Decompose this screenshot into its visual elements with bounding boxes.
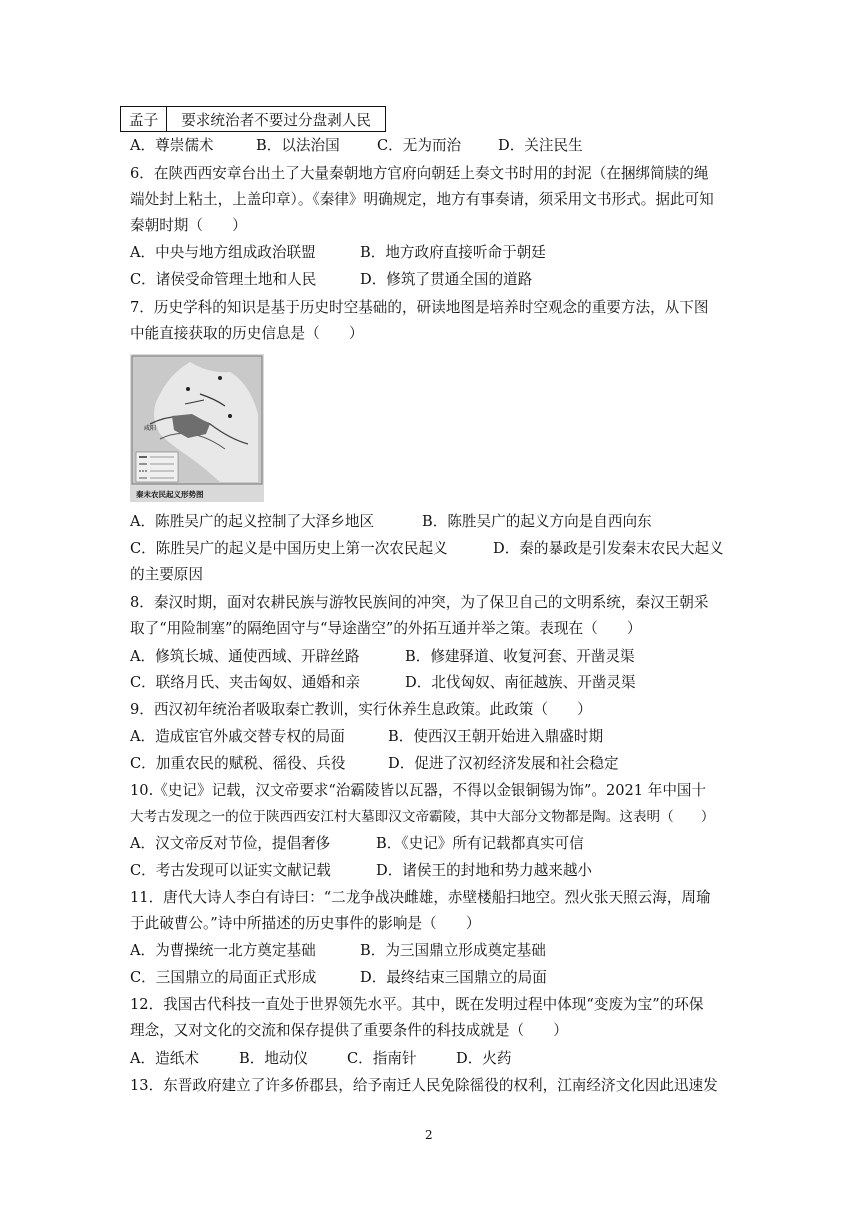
q5-option-a: A．尊崇儒术 <box>130 137 214 154</box>
q10-option-d: D．诸侯王的封地和势力越来越小 <box>376 862 593 879</box>
q9-option-c: C．加重农民的赋税、徭役、兵役 <box>130 755 346 772</box>
q12-stem-line1: 12．我国古代科技一直处于世界领先水平。其中，既在发明过程中体现“变废为宝”的环保 <box>130 996 704 1013</box>
page-number: 2 <box>425 1128 433 1142</box>
q10-stem-line2: 大考古发现之一的位于陕西西安江村大墓即汉文帝霸陵，其中大部分文物都是陶。这表明（ ） <box>130 809 715 825</box>
table-cell-name: 孟子 <box>121 107 167 132</box>
table-cell-content: 要求统治者不要过分盘剥人民 <box>167 107 386 132</box>
q11-option-c: C．三国鼎立的局面正式形成 <box>130 969 317 986</box>
q7-stem-line2: 中能直接获取的历史信息是（ ） <box>130 325 364 342</box>
q8-stem-line2: 取了“用险制塞”的隔绝固守与“导途凿空”的外拓互通并举之策。表现在（ ） <box>130 620 642 637</box>
q11-stem-line2: 于此破曹公。”诗中所描述的历史事件的影响是（ ） <box>130 915 481 932</box>
q10-stem-line1: 10.《史记》记载，汉文帝要求“治霸陵皆以瓦器，不得以金银铜锡为饰”。2021 年中国十 <box>130 782 707 799</box>
q12-option-c: C．指南针 <box>347 1050 417 1067</box>
map-label-xianyang: 咸阳 <box>144 425 157 432</box>
q13-stem-line1: 13．东晋政府建立了许多侨郡县，给予南迁人民免除徭役的权利，江南经济文化因此迅速发 <box>130 1077 718 1094</box>
q6-stem-line2: 端处封上粘土，上盖印章）。《秦律》明确规定，地方有事奏请，须采用文书形式。据此可知 <box>130 191 714 208</box>
q5-option-b: B．以法治国 <box>256 137 340 154</box>
q7-option-a: A．陈胜吴广的起义控制了大泽乡地区 <box>130 513 375 530</box>
q9-option-d: D．促进了汉初经济发展和社会稳定 <box>388 755 619 772</box>
q11-option-a: A．为曹操统一北方奠定基础 <box>130 942 316 959</box>
q6-option-c: C．诸侯受命管理土地和人民 <box>130 271 317 288</box>
q9-stem-line1: 9．西汉初年统治者吸取秦亡教训，实行休养生息政策。此政策（ ） <box>130 701 592 718</box>
q12-option-d: D．火药 <box>456 1050 512 1067</box>
q8-option-d: D．北伐匈奴、南征越族、开凿灵渠 <box>405 674 636 691</box>
q12-stem-line2: 理念，又对文化的交流和保存提供了重要条件的科技成就是（ ） <box>130 1022 568 1039</box>
q6-option-a: A．中央与地方组成政治联盟 <box>130 244 316 261</box>
q8-option-c: C．联络月氏、夹击匈奴、通婚和亲 <box>130 674 361 691</box>
uprising-map-image <box>130 354 264 502</box>
q11-option-d: D．最终结束三国鼎立的局面 <box>360 969 547 986</box>
q12-option-a: A．造纸术 <box>130 1050 199 1067</box>
map-caption: 秦末农民起义形势图 <box>136 490 204 499</box>
q11-option-b: B．为三国鼎立形成奠定基础 <box>360 942 546 959</box>
q12-option-b: B．地动仪 <box>239 1050 309 1067</box>
q10-option-b: B．《史记》所有记载都真实可信 <box>376 835 584 852</box>
q6-stem-line1: 6．在陕西西安章台出土了大量秦朝地方官府向朝廷上奏文书时用的封泥（在捆绑简牍的绳 <box>130 165 709 182</box>
q8-stem-line1: 8．秦汉时期，面对农耕民族与游牧民族间的冲突，为了保卫自己的文明系统，秦汉王朝采 <box>130 594 709 611</box>
q5-option-c: C．无为而治 <box>377 137 462 154</box>
q10-option-c: C．考古发现可以证实文献记载 <box>130 862 331 879</box>
q9-option-b: B．使西汉王朝开始进入鼎盛时期 <box>388 728 604 745</box>
q9-option-a: A．造成宦官外戚交替专权的局面 <box>130 728 345 745</box>
q6-option-d: D．修筑了贯通全国的道路 <box>360 271 533 288</box>
table-row <box>121 107 386 132</box>
q11-stem-line1: 11．唐代大诗人李白有诗曰：“二龙争战决雌雄，赤壁楼船扫地空。烈火张天照云海，周瑜 <box>130 889 711 906</box>
q7-option-d-continued: 的主要原因 <box>130 566 203 583</box>
q7-option-b: B．陈胜吴广的起义方向是自西向东 <box>422 513 652 530</box>
q5-option-d: D．关注民生 <box>498 137 583 154</box>
q8-option-b: B．修建驿道、收复河套、开凿灵渠 <box>405 648 635 665</box>
q8-option-a: A．修筑长城、通使西域、开辟丝路 <box>130 648 360 665</box>
q7-stem-line1: 7．历史学科的知识是基于历史时空基础的，研读地图是培养时空观念的重要方法，从下图 <box>130 299 709 316</box>
q10-option-a: A．汉文帝反对节俭，提倡奢侈 <box>130 835 331 852</box>
quote-table <box>120 106 386 132</box>
q7-option-c: C．陈胜吴广的起义是中国历史上第一次农民起义 <box>130 540 448 557</box>
q6-option-b: B．地方政府直接听命于朝廷 <box>360 244 546 261</box>
q7-option-d: D．秦的暴政是引发秦末农民大起义 <box>493 540 724 557</box>
q6-stem-line3: 秦朝时期（ ） <box>130 217 247 234</box>
